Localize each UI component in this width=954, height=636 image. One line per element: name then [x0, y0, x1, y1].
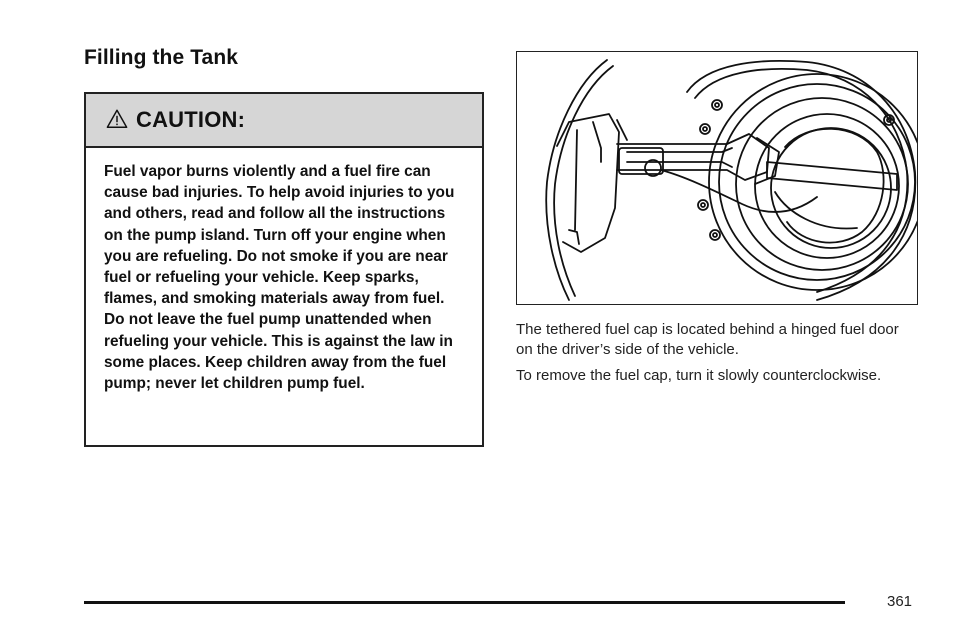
- fuel-door-illustration: [516, 51, 918, 305]
- page-number: 361: [887, 593, 913, 610]
- caution-header: [86, 94, 482, 148]
- caution-title: CAUTION:: [136, 107, 246, 132]
- fuel-door-drawing: [517, 52, 918, 305]
- section-heading: Filling the Tank: [84, 46, 239, 69]
- fuel-cap-location-text: The tethered fuel cap is located behind a hinged fuel door on the driver’s side of the vehicle.: [516, 321, 899, 358]
- warning-triangle-icon: [106, 108, 128, 130]
- footer-rule: [84, 601, 845, 604]
- caution-text: Fuel vapor burns violently and a fuel fire can cause bad injuries. To help avoid injuries to you and others, read and follow all the instructions on the pump island. Turn off your engine when you are refueling. Do not smoke if you are near fuel or refueling your vehicle. Keep sparks, flames, and smoking materials away from fuel. Do not leave the fuel pump unattended when refueling your vehicle. This is against the law in some places. Keep children away from the fuel pump; never let children pump fuel.: [104, 163, 455, 393]
- fuel-cap-removal-text: To remove the fuel cap, turn it slowly counterclockwise.: [516, 367, 882, 384]
- caution-box: [84, 92, 484, 447]
